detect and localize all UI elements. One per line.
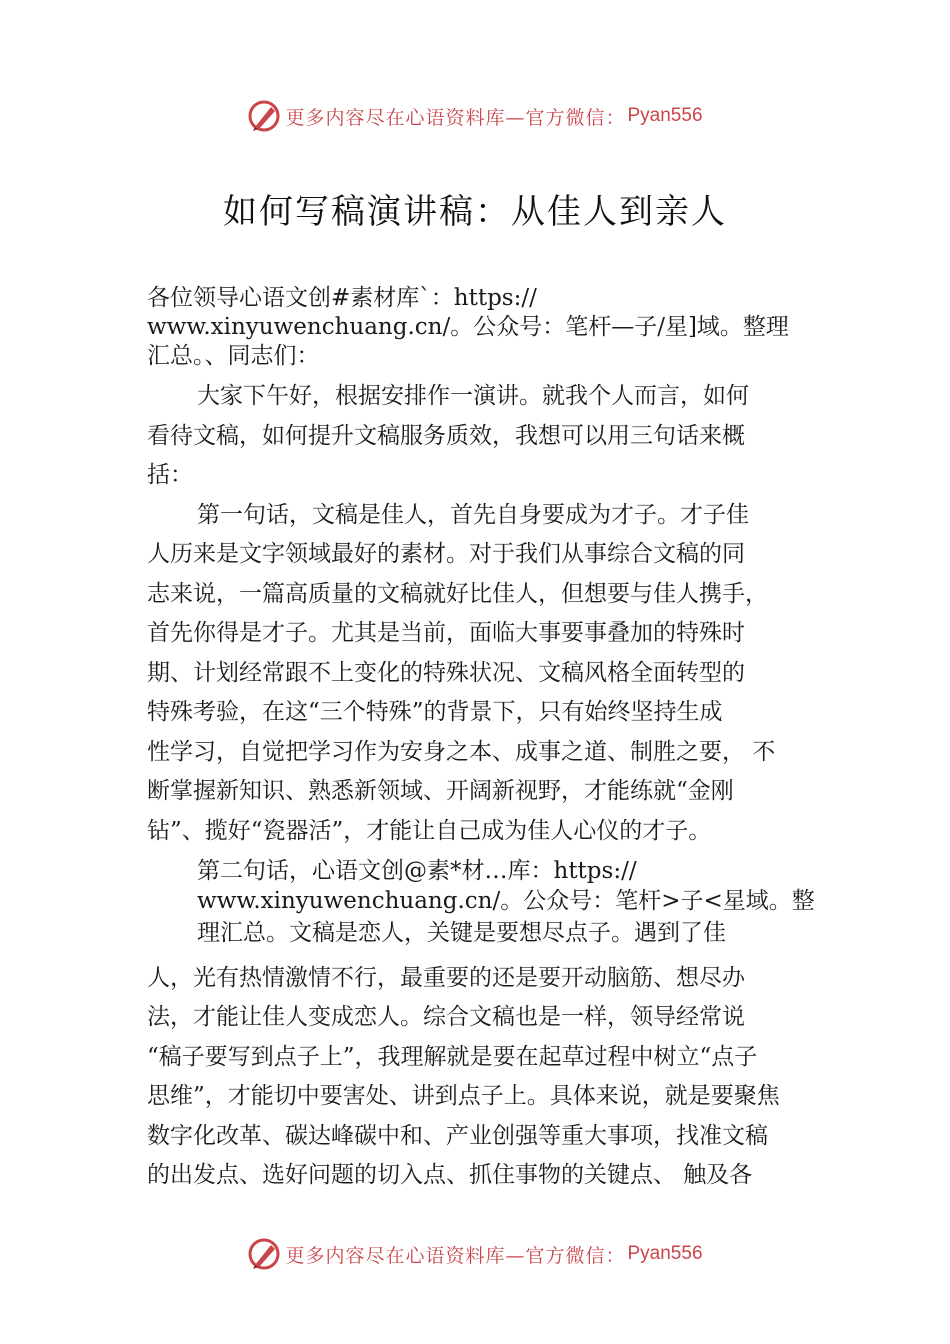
body-line: www.xinyuwenchuang.cn/。公众号：笔杆—子/星]域。整理 (147, 314, 789, 340)
document-title: 如何写稿演讲稿：从佳人到亲人 (223, 192, 727, 232)
body-line: www.xinyuwenchuang.cn/。公众号：笔杆>子<星域。整 (197, 888, 815, 914)
pen-logo-icon (247, 1237, 281, 1271)
watermark-text: 更多内容尽在心语资料库—官方微信： (285, 106, 626, 129)
body-line: 大家下午好，根据安排作一演讲。就我个人而言，如何 (197, 383, 749, 409)
body-line: 人历来是文字领域最好的素材。对于我们从事综合文稿的同 (147, 541, 745, 567)
body-line: 志来说，一篇高质量的文稿就好比佳人，但想要与佳人携手， (147, 581, 768, 607)
body-line: 特殊考验，在这“三个特殊”的背景下，只有始终坚持生成 (147, 699, 723, 725)
body-line: 第一句话，文稿是佳人，首先自身要成为才子。才子佳 (197, 502, 749, 528)
body-line: 人，光有热情激情不行，最重要的还是要开动脑筋、想尽办 (147, 965, 745, 991)
body-line: 断掌握新知识、熟悉新领域、开阔新视野，才能练就“金刚 (147, 778, 734, 804)
header-watermark (0, 96, 950, 136)
body-line: 法，才能让佳人变成恋人。综合文稿也是一样，领导经常说 (147, 1004, 745, 1030)
body-line: 各位领导心语文创#素材库`：https:// (147, 285, 537, 311)
body-line: 第二句话，心语文创@素*材…库：https:// (197, 858, 637, 884)
body-line: 看待文稿，如何提升文稿服务质效，我想可以用三句话来概 (147, 423, 745, 449)
body-line: 性学习，自觉把学习作为安身之本、成事之道、制胜之要， 不 (147, 739, 776, 765)
body-line: 的出发点、选好问题的切入点、抓住事物的关键点、 触及各 (147, 1162, 753, 1188)
body-line: 首先你得是才子。尤其是当前，面临大事要事叠加的特殊时 (147, 620, 745, 646)
body-line: 钻”、揽好“瓷器活”，才能让自己成为佳人心仪的才子。 (147, 818, 712, 844)
body-line: 期、计划经常跟不上变化的特殊状况、文稿风格全面转型的 (147, 660, 745, 686)
footer-watermark (0, 1234, 950, 1274)
body-line: 括： (147, 462, 193, 488)
watermark-wechat-id: Pyan556 (627, 1243, 703, 1264)
watermark-wechat-id: Pyan556 (627, 105, 703, 126)
pen-logo-icon (247, 99, 281, 133)
body-line: 汇总。、同志们： (147, 343, 320, 369)
body-line: 理汇总。文稿是恋人，关键是要想尽点子。遇到了佳 (197, 920, 726, 946)
watermark-text: 更多内容尽在心语资料库—官方微信： (285, 1244, 626, 1267)
body-line: 思维”，才能切中要害处、讲到点子上。具体来说，就是要聚焦 (147, 1083, 780, 1109)
body-line: “稿子要写到点子上”，我理解就是要在起草过程中树立“点子 (147, 1044, 758, 1070)
body-line: 数字化改革、碳达峰碳中和、产业创强等重大事项，找准文稿 (147, 1123, 768, 1149)
